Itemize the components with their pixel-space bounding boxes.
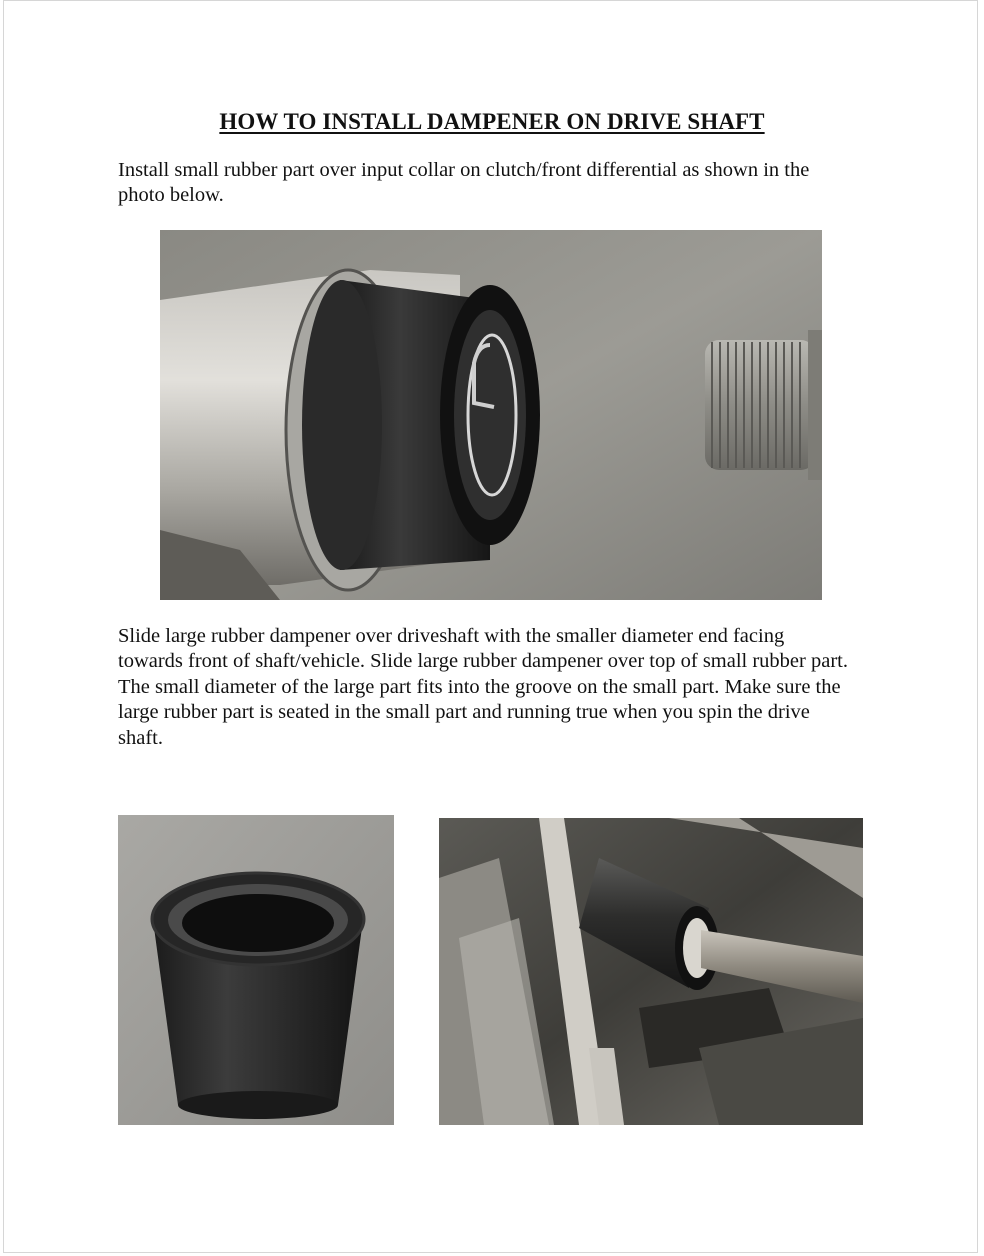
input-collar-photo <box>160 230 822 600</box>
dampener-part-photo <box>118 815 394 1125</box>
instruction-paragraph-1: Install small rubber part over input collar on clutch/front differential as shown in the photo below. <box>118 159 810 207</box>
document-title: HOW TO INSTALL DAMPENER ON DRIVE SHAFT <box>219 109 765 134</box>
instruction-paragraph-2: Slide large rubber dampener over driveshaft with the smaller diameter end facing towards front of shaft/vehicle. Slide large rubber dampener over top of small rubber part. The small diameter of the large part fits into the groove on the small part. Make sure the large rubber part is seated in the small part and running true when you spin the drive shaft. <box>118 625 848 749</box>
installed-dampener-photo <box>439 818 863 1125</box>
